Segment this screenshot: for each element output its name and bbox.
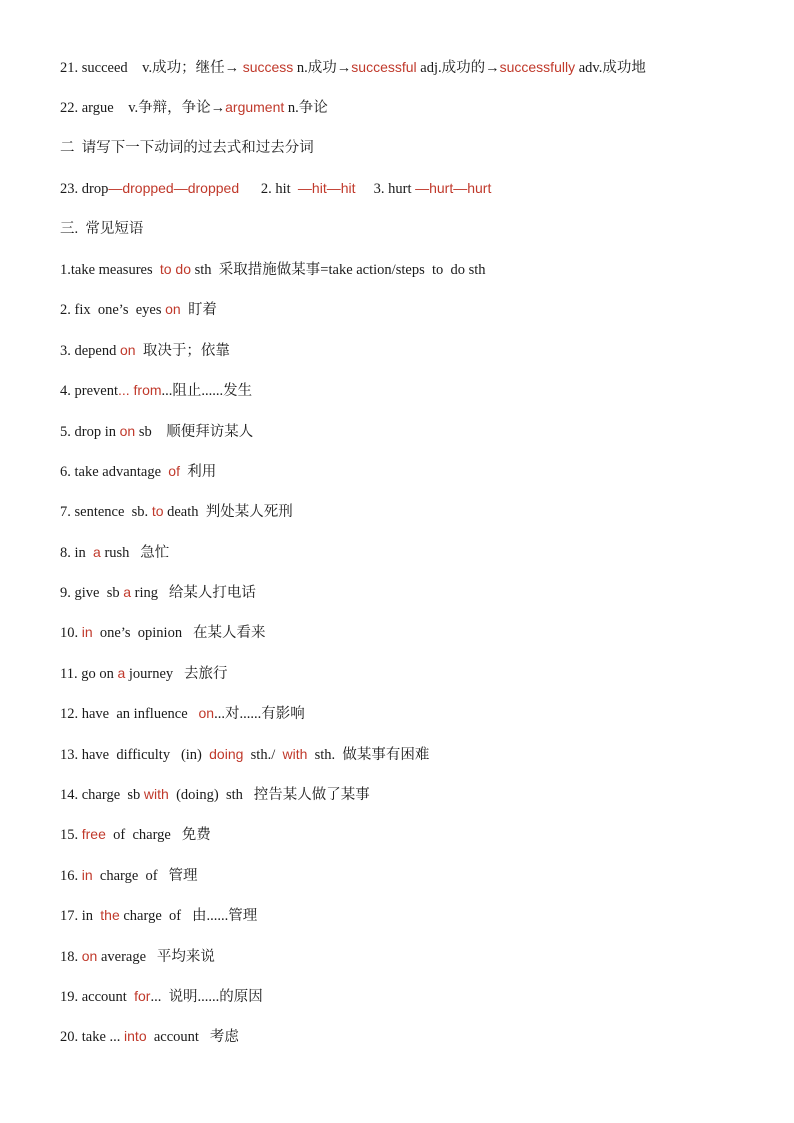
answer-text: success bbox=[242, 59, 294, 75]
answer-text: on bbox=[119, 422, 136, 439]
answer-text: the bbox=[100, 907, 120, 924]
document-body bbox=[60, 56, 760, 1066]
line-text: average 平均来说 bbox=[97, 948, 215, 965]
text-line bbox=[60, 743, 760, 783]
text-line bbox=[60, 56, 760, 96]
line-text: 17. in bbox=[60, 908, 101, 925]
line-text: 15. bbox=[60, 827, 82, 844]
answer-text: on bbox=[120, 341, 136, 358]
answer-text: —hit—hit bbox=[297, 180, 356, 197]
answer-text: on bbox=[165, 301, 181, 318]
answer-text: a bbox=[93, 543, 101, 560]
text-line bbox=[60, 823, 760, 863]
text-line bbox=[60, 339, 760, 379]
text-line bbox=[60, 985, 760, 1025]
line-text: 16. bbox=[60, 867, 82, 884]
line-text: 8. in bbox=[60, 544, 94, 561]
line-text: 12. have an influence bbox=[60, 706, 199, 723]
line-text: 7. sentence sb. bbox=[60, 504, 152, 521]
answer-text: a bbox=[117, 664, 126, 681]
answer-text: on bbox=[81, 947, 98, 964]
answer-text: with bbox=[282, 745, 308, 762]
answer-text: in bbox=[81, 866, 93, 883]
line-text: journey 去旅行 bbox=[125, 665, 228, 682]
line-text: 2. hit bbox=[239, 181, 298, 198]
line-text: 11. go on bbox=[60, 665, 118, 682]
line-text: 6. take advantage bbox=[60, 463, 169, 480]
answer-text: to do bbox=[159, 260, 191, 277]
line-text: 10. bbox=[60, 625, 82, 642]
line-text: one’s opinion 在某人看来 bbox=[92, 625, 266, 642]
text-line bbox=[60, 500, 760, 540]
text-line bbox=[60, 621, 760, 661]
answer-text: into bbox=[124, 1028, 147, 1045]
answer-text: on bbox=[198, 705, 215, 722]
line-text: ... 说明......的原因 bbox=[150, 988, 263, 1005]
answer-text: with bbox=[143, 786, 169, 803]
line-text: n.成功→ bbox=[293, 60, 352, 76]
line-text: 18. bbox=[60, 948, 82, 965]
line-text: 20. take ... bbox=[60, 1029, 125, 1046]
line-text: 2. fix one’s eyes bbox=[60, 302, 166, 319]
line-text: 三. 常见短语 bbox=[60, 220, 144, 237]
answer-text: argument bbox=[225, 99, 285, 116]
line-text: of charge 免费 bbox=[105, 827, 211, 844]
text-line bbox=[60, 258, 760, 298]
line-text: 利用 bbox=[179, 463, 217, 480]
text-line bbox=[60, 218, 760, 258]
text-line bbox=[60, 783, 760, 823]
line-text: 5. drop in bbox=[60, 423, 120, 440]
line-text: adv.成功地 bbox=[575, 60, 646, 76]
answer-text: —dropped—dropped bbox=[108, 180, 240, 197]
answer-text: free bbox=[81, 826, 106, 843]
line-text: adj.成功的→ bbox=[416, 60, 500, 76]
line-text: 23. drop bbox=[60, 181, 109, 198]
text-line bbox=[60, 702, 760, 742]
line-text: 13. have difficulty (in) bbox=[60, 746, 210, 763]
answer-text: —hurt—hurt bbox=[415, 180, 492, 197]
line-text: 9. give sb bbox=[60, 585, 124, 602]
answer-text: to bbox=[151, 503, 164, 520]
text-line bbox=[60, 904, 760, 944]
line-text: account 考虑 bbox=[146, 1029, 239, 1046]
answer-text: in bbox=[81, 624, 93, 641]
line-text: sth./ bbox=[243, 746, 283, 763]
line-text: 取决于；依靠 bbox=[135, 342, 230, 359]
line-text: 14. charge sb bbox=[60, 787, 144, 804]
text-line bbox=[60, 945, 760, 985]
answer-text: doing bbox=[209, 745, 244, 762]
text-line bbox=[60, 541, 760, 581]
answer-text: successfully bbox=[499, 59, 576, 75]
line-text: death 判处某人死刑 bbox=[163, 504, 293, 521]
text-line bbox=[60, 379, 760, 419]
answer-text: successful bbox=[351, 59, 417, 75]
line-text: (doing) sth 控告某人做了某事 bbox=[168, 787, 370, 804]
answer-text: for bbox=[134, 987, 151, 1004]
line-text: 3. depend bbox=[60, 342, 120, 359]
text-line bbox=[60, 137, 760, 177]
line-text: 22. argue v.争辩，争论→ bbox=[60, 100, 226, 117]
line-text: ...对......有影响 bbox=[214, 706, 305, 723]
line-text: 盯着 bbox=[180, 302, 217, 319]
text-line bbox=[60, 662, 760, 702]
line-text: 19. account bbox=[60, 988, 135, 1005]
answer-text: ... from bbox=[117, 382, 162, 399]
line-text: charge of 管理 bbox=[92, 867, 198, 884]
text-line bbox=[60, 864, 760, 904]
line-text: sb 顺便拜访某人 bbox=[135, 423, 254, 440]
line-text: 21. succeed v.成功；继任→ bbox=[60, 60, 243, 76]
text-line bbox=[60, 177, 760, 217]
text-line bbox=[60, 581, 760, 621]
text-line bbox=[60, 96, 760, 136]
line-text: rush 急忙 bbox=[100, 544, 170, 561]
text-line bbox=[60, 1025, 760, 1065]
line-text: sth. 做某事有困难 bbox=[307, 746, 430, 763]
line-text: ...阻止......发生 bbox=[161, 383, 253, 400]
line-text: 4. prevent bbox=[60, 383, 118, 400]
line-text: 二 请写下一下动词的过去式和过去分词 bbox=[60, 139, 314, 156]
line-text: 1.take measures bbox=[60, 261, 160, 278]
answer-text: a bbox=[123, 584, 132, 601]
line-text: n.争论 bbox=[284, 100, 328, 117]
answer-text: of bbox=[168, 462, 180, 479]
line-text: ring 给某人打电话 bbox=[131, 585, 256, 602]
line-text: charge of 由......管理 bbox=[119, 908, 258, 925]
line-text: sth 采取措施做某事=take action/steps to do sth bbox=[191, 261, 486, 278]
text-line bbox=[60, 460, 760, 500]
text-line bbox=[60, 420, 760, 460]
text-line bbox=[60, 298, 760, 338]
line-text: 3. hurt bbox=[355, 181, 416, 198]
